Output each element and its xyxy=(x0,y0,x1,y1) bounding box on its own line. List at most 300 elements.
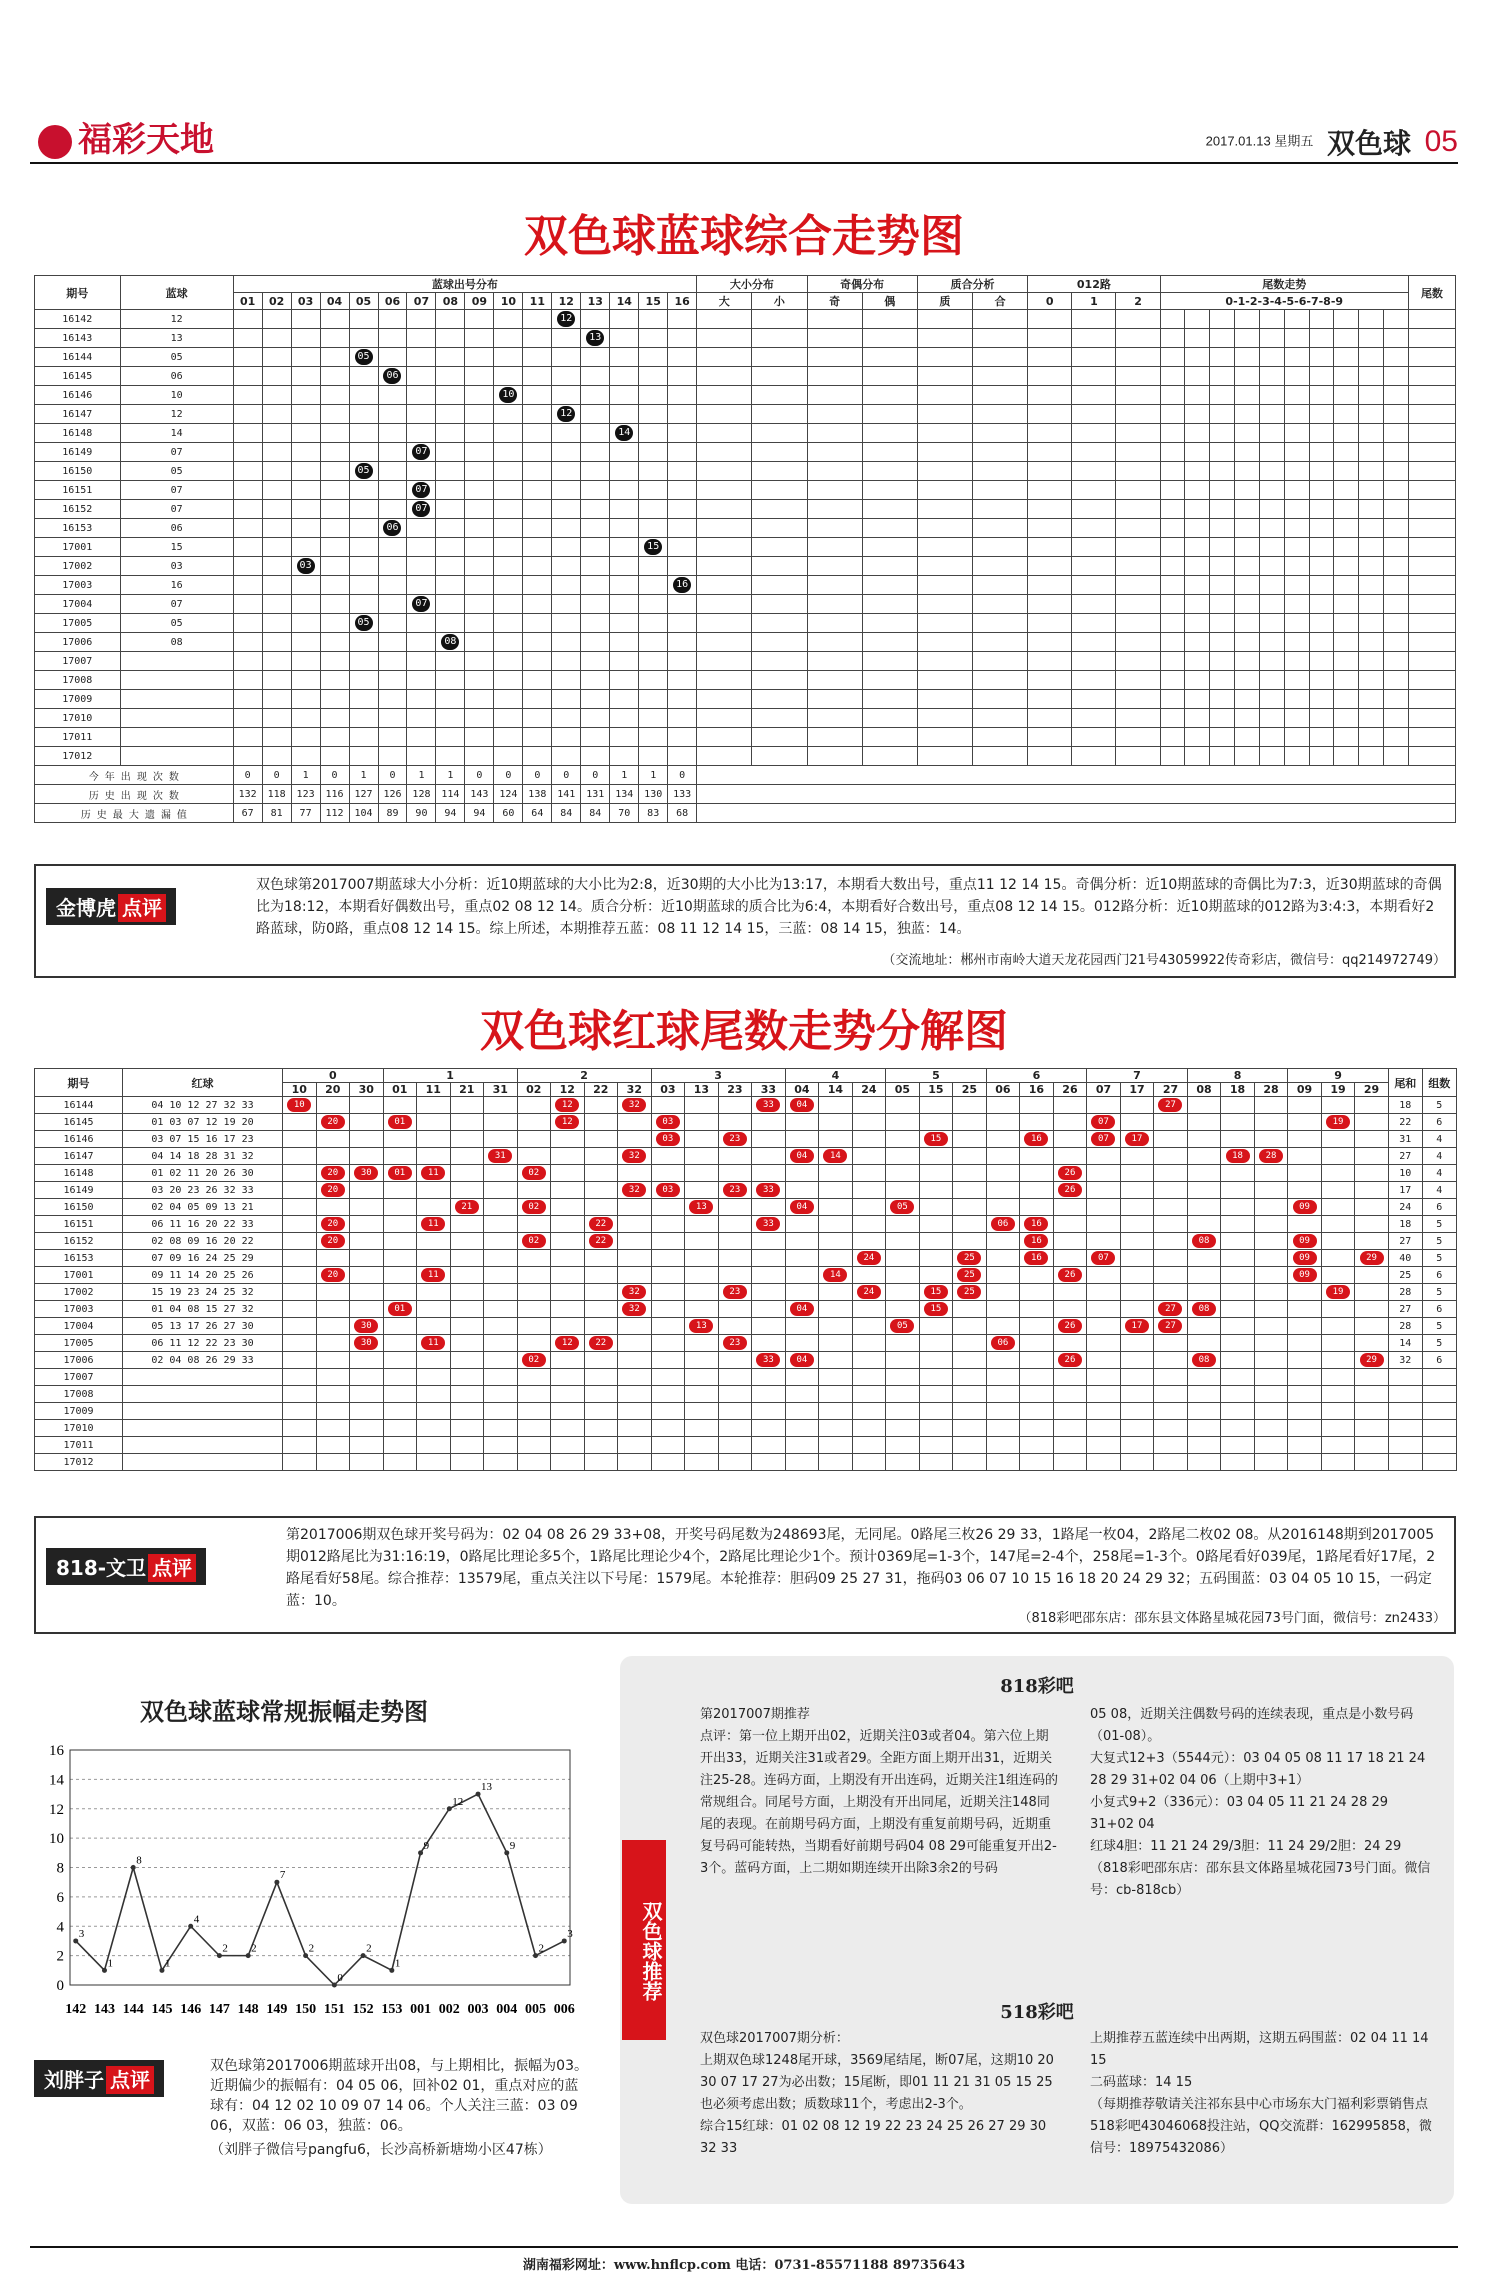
tail-cell xyxy=(283,1131,317,1148)
summary-value: 0 xyxy=(581,766,610,785)
tail-cell xyxy=(1334,614,1359,633)
dist-cell xyxy=(523,386,552,405)
tail-cell xyxy=(1154,1148,1188,1165)
tail-cell xyxy=(919,1114,953,1131)
tail-cell xyxy=(316,1352,350,1369)
tail-cell xyxy=(953,1097,987,1114)
tail-sum-cell: 31 xyxy=(1388,1131,1422,1148)
tail-cell xyxy=(450,1233,484,1250)
dist-cell xyxy=(349,443,378,462)
dist-cell xyxy=(291,709,320,728)
tail-cell xyxy=(1235,329,1260,348)
tail-cell xyxy=(1053,1131,1087,1148)
tail-cell xyxy=(383,1403,417,1420)
tail-cell xyxy=(685,1216,719,1233)
tail-cell xyxy=(919,1352,953,1369)
tail-cell xyxy=(316,1199,350,1216)
tail-cell xyxy=(350,1420,384,1437)
dist-cell xyxy=(552,481,581,500)
dist-cell xyxy=(349,652,378,671)
tail-cell xyxy=(350,1131,384,1148)
dist-cell xyxy=(523,652,552,671)
dist-cell xyxy=(349,424,378,443)
column-header: 奇 xyxy=(807,293,862,310)
tail-sum-cell: 28 xyxy=(1388,1284,1422,1301)
summary-value: 143 xyxy=(465,785,494,804)
tail-cell xyxy=(1160,557,1185,576)
tail-cell xyxy=(1185,728,1210,747)
tail-cell xyxy=(1185,519,1210,538)
tail-cell xyxy=(283,1267,317,1284)
tail-cell xyxy=(1309,519,1334,538)
analysis-cell xyxy=(1072,595,1116,614)
tail-cell xyxy=(517,1182,551,1199)
dist-cell xyxy=(349,462,378,481)
hit-marker: 02 xyxy=(522,1234,546,1248)
tail-cell xyxy=(517,1165,551,1182)
tail-cell xyxy=(1221,1335,1255,1352)
tail-cell xyxy=(316,1301,350,1318)
tail-cell xyxy=(316,1114,350,1131)
tail-cell xyxy=(1321,1097,1355,1114)
dist-cell xyxy=(349,709,378,728)
column-header: 组数 xyxy=(1422,1069,1456,1097)
dist-cell xyxy=(262,405,291,424)
tail-cell xyxy=(1154,1335,1188,1352)
hit-marker: 07 xyxy=(412,444,430,460)
summary-value: 104 xyxy=(349,804,378,823)
tail-cell xyxy=(316,1284,350,1301)
commentator-badge-liupangzi: 刘胖子 点评 xyxy=(34,2060,164,2097)
column-header: 14 xyxy=(819,1083,853,1097)
tail-cell xyxy=(1321,1267,1355,1284)
dist-cell xyxy=(407,462,436,481)
analysis-cell xyxy=(1072,310,1116,329)
blue-ball-cell: 10 xyxy=(120,386,233,405)
tail-cell xyxy=(450,1386,484,1403)
tail-cell xyxy=(1187,1131,1221,1148)
tail-cell xyxy=(517,1386,551,1403)
tail-cell xyxy=(383,1267,417,1284)
dist-cell xyxy=(349,310,378,329)
dist-cell xyxy=(668,557,697,576)
analysis-cell xyxy=(697,329,752,348)
analysis-cell xyxy=(752,538,807,557)
dist-cell xyxy=(407,519,436,538)
analysis-cell xyxy=(1028,310,1072,329)
red-balls-cell: 04 10 12 27 32 33 xyxy=(123,1097,283,1114)
tail-cell xyxy=(1384,519,1409,538)
hit-marker: 14 xyxy=(823,1268,847,1282)
analysis-cell xyxy=(807,595,862,614)
hit-marker: 04 xyxy=(790,1302,814,1316)
tail-cell xyxy=(819,1284,853,1301)
dist-cell xyxy=(465,405,494,424)
dist-cell xyxy=(465,652,494,671)
column-header: 蓝球 xyxy=(120,276,233,310)
tail-cell xyxy=(1334,424,1359,443)
analysis-cell xyxy=(862,386,917,405)
tail-cell xyxy=(986,1437,1020,1454)
tail-cell xyxy=(1359,614,1384,633)
dist-cell xyxy=(581,652,610,671)
tail-cell xyxy=(1359,310,1384,329)
dist-cell xyxy=(581,424,610,443)
group-count-cell: 6 xyxy=(1422,1199,1456,1216)
dist-cell xyxy=(523,348,552,367)
dist-cell xyxy=(465,519,494,538)
tail-cell xyxy=(718,1165,752,1182)
analysis-cell xyxy=(862,633,917,652)
dist-cell xyxy=(639,329,668,348)
dist-cell xyxy=(494,310,523,329)
analysis-cell xyxy=(973,652,1028,671)
blue-ball-cell: 05 xyxy=(120,462,233,481)
tail-cell xyxy=(283,1437,317,1454)
tail-cell xyxy=(1359,386,1384,405)
y-tick-label: 14 xyxy=(49,1772,64,1789)
dist-cell xyxy=(581,386,610,405)
red-balls-cell xyxy=(123,1403,283,1420)
column-header: 5 xyxy=(886,1069,987,1083)
tail-cell xyxy=(551,1403,585,1420)
summary-value: 94 xyxy=(436,804,465,823)
dist-cell xyxy=(291,367,320,386)
tail-cell xyxy=(718,1352,752,1369)
blue-ball-cell: 07 xyxy=(120,500,233,519)
dist-cell xyxy=(233,500,262,519)
tail-cell xyxy=(1187,1386,1221,1403)
tail-cell xyxy=(1254,1437,1288,1454)
dist-cell xyxy=(233,481,262,500)
hit-marker: 26 xyxy=(1058,1166,1082,1180)
tail-cell xyxy=(852,1420,886,1437)
tail-cell xyxy=(785,1114,819,1131)
tail-cell xyxy=(316,1097,350,1114)
tail-cell xyxy=(1185,310,1210,329)
amplitude-line-chart xyxy=(30,1740,590,2040)
tail-cell xyxy=(919,1437,953,1454)
tail-cell xyxy=(1355,1403,1389,1420)
tail-cell xyxy=(1355,1199,1389,1216)
tail-cell xyxy=(1309,633,1334,652)
tail-cell xyxy=(886,1148,920,1165)
summary-row xyxy=(35,804,1456,823)
summary-value: 0 xyxy=(262,766,291,785)
tail-cell xyxy=(1160,386,1185,405)
column-header: 蓝球出号分布 xyxy=(233,276,697,293)
hit-marker: 12 xyxy=(555,1098,579,1112)
analysis-cell xyxy=(973,500,1028,519)
dist-cell xyxy=(668,519,697,538)
summary-value: 70 xyxy=(610,804,639,823)
tail-cell xyxy=(1221,1420,1255,1437)
tail-cell xyxy=(316,1148,350,1165)
tail-cell xyxy=(1185,405,1210,424)
data-point xyxy=(246,1953,251,1958)
dist-cell xyxy=(436,747,465,766)
analysis-cell xyxy=(1072,424,1116,443)
analysis-cell xyxy=(1028,462,1072,481)
tail-cell xyxy=(484,1165,518,1182)
tail-cell xyxy=(1284,728,1309,747)
tail-cell xyxy=(1210,709,1235,728)
tailnum-cell xyxy=(1408,747,1455,766)
tail-cell xyxy=(1120,1097,1154,1114)
hit-marker: 07 xyxy=(412,482,430,498)
hit-marker: 26 xyxy=(1058,1319,1082,1333)
analysis-cell xyxy=(862,614,917,633)
table-row xyxy=(35,1437,1457,1454)
tail-cell xyxy=(1235,614,1260,633)
tail-cell xyxy=(1355,1250,1389,1267)
tail-cell xyxy=(1254,1165,1288,1182)
analysis-cell xyxy=(917,690,972,709)
analysis-cell xyxy=(697,671,752,690)
tail-cell xyxy=(953,1335,987,1352)
tail-cell xyxy=(1309,310,1334,329)
analysis-cell xyxy=(807,519,862,538)
dist-cell xyxy=(552,405,581,424)
tail-cell xyxy=(1160,690,1185,709)
column-header: 2 xyxy=(517,1069,651,1083)
tail-cell xyxy=(919,1403,953,1420)
dist-cell xyxy=(465,462,494,481)
tail-cell xyxy=(1355,1437,1389,1454)
tail-cell xyxy=(1053,1284,1087,1301)
tailnum-cell xyxy=(1408,424,1455,443)
tail-cell xyxy=(819,1403,853,1420)
table-row xyxy=(35,1335,1457,1352)
tail-cell xyxy=(1384,538,1409,557)
dist-cell xyxy=(262,386,291,405)
analysis-cell xyxy=(1072,519,1116,538)
shop-818-title: 818彩吧 xyxy=(1000,1676,1074,1697)
period-cell: 16149 xyxy=(35,1182,123,1199)
dist-cell xyxy=(668,728,697,747)
period-cell: 17012 xyxy=(35,747,121,766)
dist-cell xyxy=(523,310,552,329)
table-row xyxy=(35,1318,1457,1335)
tail-cell xyxy=(986,1454,1020,1471)
dist-cell xyxy=(581,671,610,690)
tail-cell xyxy=(350,1386,384,1403)
table-row xyxy=(35,576,1456,595)
tail-cell xyxy=(852,1386,886,1403)
dist-cell xyxy=(378,500,407,519)
dist-cell xyxy=(349,614,378,633)
dist-cell xyxy=(668,386,697,405)
dist-cell xyxy=(552,728,581,747)
analysis-cell xyxy=(752,348,807,367)
tail-cell xyxy=(1284,709,1309,728)
dist-cell xyxy=(523,728,552,747)
period-cell: 17004 xyxy=(35,595,121,614)
dist-cell xyxy=(407,652,436,671)
tail-cell xyxy=(551,1335,585,1352)
blue-ball-cell: 06 xyxy=(120,367,233,386)
tail-cell xyxy=(350,1284,384,1301)
analysis-cell xyxy=(1116,633,1160,652)
analysis-cell xyxy=(697,538,752,557)
analysis-cell xyxy=(807,367,862,386)
analysis-cell xyxy=(1116,576,1160,595)
tail-cell xyxy=(685,1420,719,1437)
comment-wenwei xyxy=(34,1516,1456,1634)
tail-cell xyxy=(1309,709,1334,728)
tail-cell xyxy=(383,1420,417,1437)
tail-cell xyxy=(1053,1199,1087,1216)
tail-cell xyxy=(953,1437,987,1454)
dist-cell xyxy=(465,500,494,519)
tail-cell xyxy=(1053,1165,1087,1182)
tail-cell xyxy=(450,1420,484,1437)
summary-value: 0 xyxy=(552,766,581,785)
tail-cell xyxy=(1187,1352,1221,1369)
dist-cell xyxy=(262,519,291,538)
tail-cell xyxy=(785,1335,819,1352)
tail-cell xyxy=(1355,1182,1389,1199)
tail-cell xyxy=(484,1420,518,1437)
analysis-cell xyxy=(862,519,917,538)
tail-cell xyxy=(484,1267,518,1284)
period-cell: 16144 xyxy=(35,1097,123,1114)
tail-cell xyxy=(819,1199,853,1216)
dist-cell xyxy=(639,538,668,557)
tailnum-cell xyxy=(1408,329,1455,348)
tail-cell xyxy=(1334,633,1359,652)
tail-cell xyxy=(1321,1318,1355,1335)
tail-cell xyxy=(1321,1216,1355,1233)
hit-marker: 28 xyxy=(1259,1149,1283,1163)
tail-cell xyxy=(1187,1284,1221,1301)
tail-cell xyxy=(819,1097,853,1114)
tail-cell xyxy=(1020,1454,1054,1471)
tail-cell xyxy=(1309,348,1334,367)
table-row xyxy=(35,633,1456,652)
dist-cell xyxy=(291,747,320,766)
summary-value: 133 xyxy=(668,785,697,804)
tail-cell xyxy=(1020,1369,1054,1386)
analysis-cell xyxy=(1072,614,1116,633)
analysis-cell xyxy=(1028,348,1072,367)
tail-cell xyxy=(1235,671,1260,690)
dist-cell xyxy=(639,481,668,500)
tail-cell xyxy=(852,1403,886,1420)
dist-cell xyxy=(668,595,697,614)
analysis-cell xyxy=(862,709,917,728)
hit-marker: 25 xyxy=(957,1251,981,1265)
dist-cell xyxy=(233,633,262,652)
tail-cell xyxy=(1210,500,1235,519)
tail-cell xyxy=(886,1131,920,1148)
tail-cell xyxy=(1309,462,1334,481)
tail-cell xyxy=(350,1454,384,1471)
tail-cell xyxy=(1185,348,1210,367)
analysis-cell xyxy=(1028,538,1072,557)
analysis-cell xyxy=(1116,500,1160,519)
tail-cell xyxy=(1284,747,1309,766)
tail-cell xyxy=(785,1437,819,1454)
dist-cell xyxy=(291,652,320,671)
tail-cell xyxy=(986,1267,1020,1284)
dist-cell xyxy=(523,405,552,424)
tail-cell xyxy=(953,1267,987,1284)
column-header: 19 xyxy=(1321,1083,1355,1097)
tail-cell xyxy=(1087,1284,1121,1301)
dist-cell xyxy=(291,386,320,405)
tail-cell xyxy=(316,1335,350,1352)
tail-cell xyxy=(1288,1335,1322,1352)
tail-cell xyxy=(1087,1335,1121,1352)
tail-cell xyxy=(1160,367,1185,386)
tail-cell xyxy=(1185,424,1210,443)
dist-cell xyxy=(552,633,581,652)
tail-cell xyxy=(986,1182,1020,1199)
dist-cell xyxy=(291,557,320,576)
column-header: 03 xyxy=(291,293,320,310)
tail-cell xyxy=(1020,1437,1054,1454)
tailnum-cell xyxy=(1408,557,1455,576)
hit-marker: 07 xyxy=(412,596,430,612)
tail-cell xyxy=(350,1114,384,1131)
dist-cell xyxy=(668,538,697,557)
hit-marker: 16 xyxy=(673,577,691,593)
dist-cell xyxy=(552,747,581,766)
dist-cell xyxy=(581,462,610,481)
dist-cell xyxy=(262,500,291,519)
tailnum-cell xyxy=(1408,519,1455,538)
dist-cell xyxy=(639,652,668,671)
analysis-cell xyxy=(917,728,972,747)
tail-cell xyxy=(551,1250,585,1267)
dist-cell xyxy=(407,557,436,576)
group-count-cell: 4 xyxy=(1422,1131,1456,1148)
analysis-cell xyxy=(1116,348,1160,367)
tail-sum-cell: 40 xyxy=(1388,1250,1422,1267)
dist-cell xyxy=(407,538,436,557)
summary-filler xyxy=(697,804,1456,823)
dist-cell xyxy=(639,595,668,614)
dist-cell xyxy=(436,500,465,519)
hit-marker: 19 xyxy=(1326,1285,1350,1299)
dist-cell xyxy=(233,519,262,538)
tail-cell xyxy=(1334,519,1359,538)
analysis-cell xyxy=(917,614,972,633)
tail-cell xyxy=(1053,1114,1087,1131)
dist-cell xyxy=(494,557,523,576)
dist-cell xyxy=(639,348,668,367)
dist-cell xyxy=(378,538,407,557)
tail-cell xyxy=(1235,595,1260,614)
blue-ball-cell: 12 xyxy=(120,405,233,424)
tail-cell xyxy=(1210,652,1235,671)
tail-cell xyxy=(283,1148,317,1165)
dist-cell xyxy=(465,538,494,557)
tail-cell xyxy=(283,1352,317,1369)
table-row xyxy=(35,1386,1457,1403)
dist-cell xyxy=(378,310,407,329)
analysis-cell xyxy=(1116,709,1160,728)
tail-cell xyxy=(886,1199,920,1216)
tail-cell xyxy=(1259,462,1284,481)
blue-ball-cell: 03 xyxy=(120,557,233,576)
dist-cell xyxy=(320,671,349,690)
tail-cell xyxy=(1235,443,1260,462)
tail-cell xyxy=(1254,1403,1288,1420)
tail-cell xyxy=(551,1369,585,1386)
dist-cell xyxy=(668,310,697,329)
